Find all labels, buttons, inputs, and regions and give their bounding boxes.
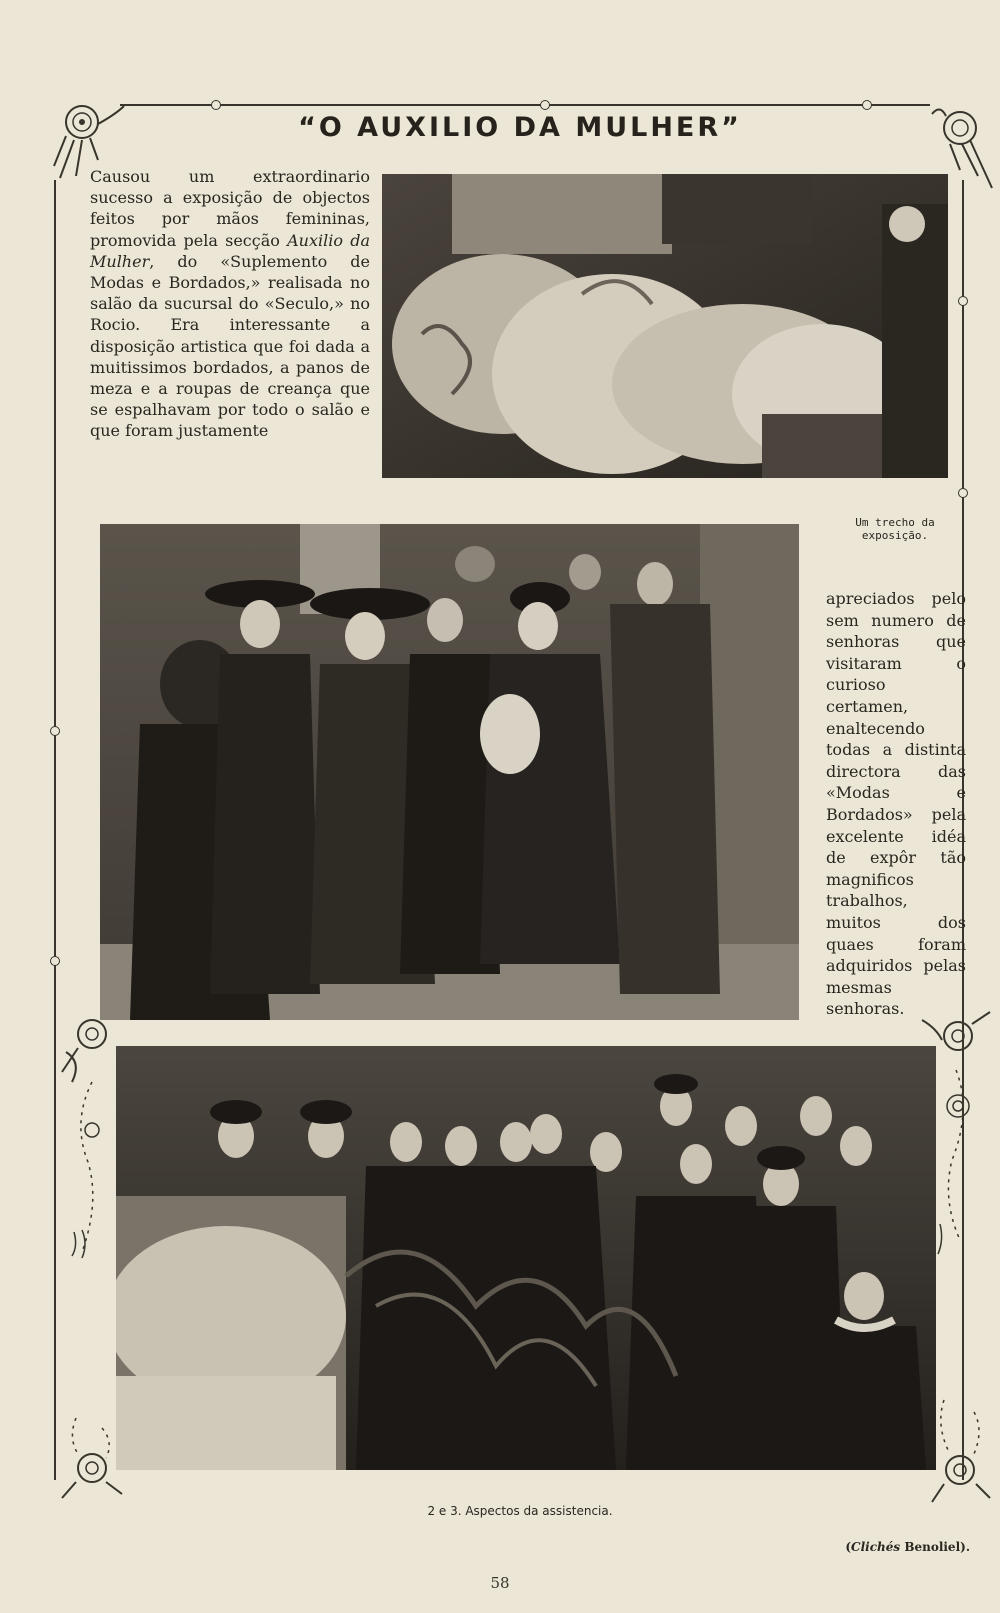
frame-left-border: [54, 180, 56, 1480]
photo-credit: [760, 1540, 970, 1554]
credit-open: (: [845, 1540, 852, 1554]
credit-close: ).: [960, 1540, 970, 1554]
credit-label: Clichés: [851, 1540, 901, 1554]
audience-photo-2: [100, 524, 799, 1020]
intro-paragraph: [90, 166, 370, 442]
audience-photo-3: [116, 1046, 936, 1470]
rose-vine-ornament-icon: [52, 1012, 122, 1262]
intro-text: Causou um extraordinario sucesso a exposição de objectos feitos por mãos femininas, promovida pela secção: [90, 167, 370, 250]
photos-caption: 2 e 3. Aspectos da assistencia.: [427, 1504, 613, 1518]
frame-dot: [50, 956, 60, 966]
frame-top-border: [120, 104, 930, 106]
photo1-caption: Um trecho da exposição.: [855, 516, 935, 542]
exhibition-photo: [382, 174, 948, 478]
continuation-paragraph: apreciados pelo sem numero de senhoras que visitaram o curioso certamen, enaltecendo todas a distinta directora das «Modas e Bordados» pela excelente idéa de expôr tão magnificos trabalhos, muitos dos quaes foram adquiridos pelas mesmas senhoras.: [826, 589, 966, 1019]
section-name: Auxilio da Mulher: [90, 230, 370, 271]
frame-dot: [211, 100, 221, 110]
article-title: “O AUXILIO DA MULHER”: [298, 112, 742, 143]
frame-dot: [50, 726, 60, 736]
credit-name: Benoliel: [904, 1540, 961, 1554]
frame-dot: [958, 488, 968, 498]
frame-dot: [862, 100, 872, 110]
frame-dot: [540, 100, 550, 110]
frame-dot: [958, 296, 968, 306]
intro-text-continued: , do «Suplemento de Modas e Bordados,» realisada no salão da sucursal do «Seculo,» no Rocio. Era interessante a disposição artistica que foi dada a muitissimos bordados, a panos de meza e a roupas de creança que se espalhavam por todo o salão e que foram justamente: [90, 251, 370, 441]
page-number: 58: [490, 1574, 510, 1592]
